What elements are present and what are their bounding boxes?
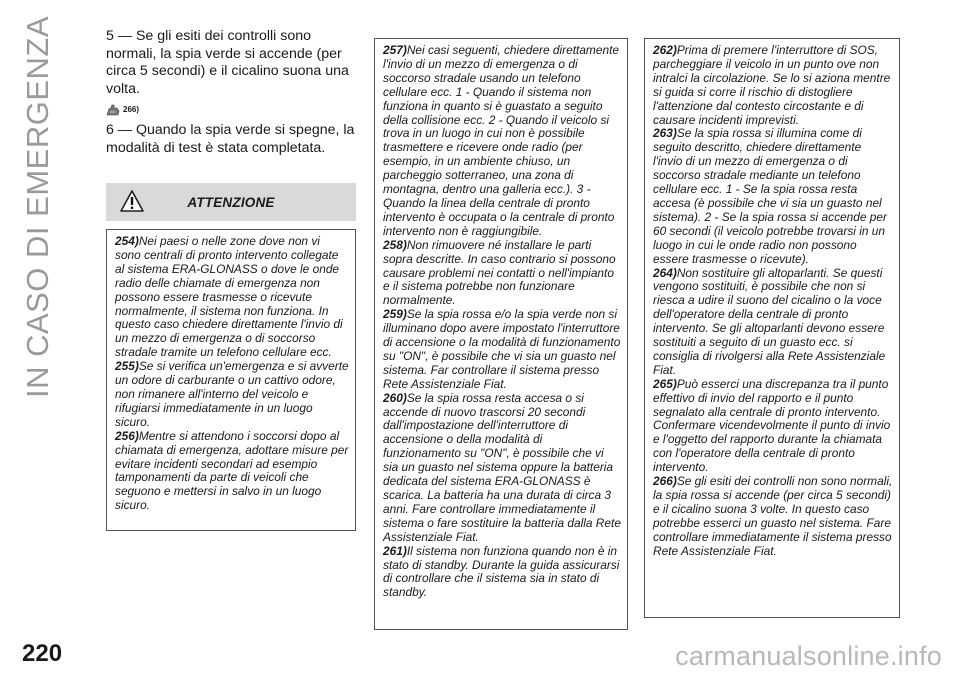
notes-box-middle [374, 38, 628, 630]
note-number: 254) [115, 234, 139, 248]
notes-box-right [644, 38, 900, 618]
warning-note [383, 44, 621, 239]
warning-note [653, 267, 893, 378]
section-title [8, 16, 68, 399]
reference-number: 266) [123, 104, 140, 114]
note-text: Prima di premere l'interruttore di SOS, parcheggiare il veicolo in un punto ove non intralci la circolazione. Se lo si aziona mentre si guida si corre il rischio di distogliere l'attenzione dal contesto circostante e di causare incidenti imprevisti. [653, 43, 891, 127]
note-number: 257) [383, 43, 407, 57]
note-number: 260) [383, 390, 407, 405]
watermark: carmanualsonline.info [675, 641, 942, 671]
warning-note [383, 545, 621, 601]
warning-header [106, 183, 356, 221]
note-number: 258) [383, 237, 407, 252]
note-number: 259) [383, 307, 407, 322]
warning-note [653, 127, 893, 266]
warning-note [653, 378, 893, 475]
note-number: 255) [115, 359, 139, 374]
warning-note [383, 308, 621, 391]
warning-triangle-icon [120, 190, 144, 212]
warning-note [115, 360, 349, 430]
warning-notes-box [106, 229, 356, 531]
warning-note [383, 239, 621, 309]
warning-note [115, 235, 349, 360]
note-text: Se la spia rossa si illumina come di seguito descritto, chiedere direttamente l'invio di un mezzo di emergenza o di soccorso stradale mediante un telefono cellulare ecc. 1 - Se la spia rossa resta accesa (è possibile che vi sia un guasto nel sistema). 2 - Se la spia rossa si accende per 60 secondi (il veicolo potrebbe trovarsi in un luogo in cui le onde radio non possono essere trasmesse o ricevute). [653, 126, 887, 266]
note-text: Può esserci una discrepanza tra il punto effettivo di invio del rapporto e il punto segnalato alla centrale di pronto intervento. Confermare vicendevolmente il punto di invio e l'oggetto del rapporto durante la chiamata con l'operatore della centrale di pronto intervento. [653, 376, 891, 475]
warning-title: ATTENZIONE [187, 194, 275, 210]
note-text: Il sistema non funziona quando non è in stato di standby. Durante la guida assicurarsi di controllare che il sistema sia in stato di standby. [383, 543, 620, 600]
warning-note [653, 44, 893, 127]
warning-note [115, 430, 349, 513]
note-text: Se gli esiti dei controlli non sono normali, la spia rossa si accende (per circa 5 secondi) e il cicalino suona 3 volte. In questo caso potrebbe esserci un guasto nel sistema. Fare controllare immediatamente il sistema presso Rete Assistenziale Fiat. [653, 474, 893, 558]
note-text: Se la spia rossa resta accesa o si accende di nuovo trascorsi 20 secondi dall'impostazione dell'interruttore di accensione o della modalità di funzionamento su "ON", è possibile che vi sia un guasto nel sistema oppure la batteria dedicata del sistema ERA-GLONASS è scarica. La batteria ha una durata di circa 3 anni. Fare controllare immediatamente il sistema o fare sostituire la batteria dalla Rete Assistenziale Fiat. [383, 390, 621, 544]
note-text: Nei casi seguenti, chiedere direttamente l'invio di un mezzo di emergenza o di soccorso stradale usando un telefono cellulare ecc. 1 - Quando il sistema non funziona in quanto si è guastato a seguito della collisione ecc. 2 - Quando il veicolo si trova in un luogo in cui non è possibile trasmettere e ricevere onde radio (per esempio, in un ambiente chiuso, un parcheggio sotterraneo, una zona di montagna, dentro una galleria ecc.). 3 - Quando la linea della centrale di pronto intervento è occupata o la centrale di pronto intervento non è raggiungibile. [383, 43, 619, 238]
note-text: Nei paesi o nelle zone dove non vi sono centrali di pronto intervento collegate al sistema ERA-GLONASS o dove le onde radio delle chiamate di emergenza non possono essere trasmesse o ricevute normalmente, il sistema non funziona. In questo caso chiedere direttamente l'invio di un mezzo di emergenza o di soccorso stradale tramite un telefono cellulare ecc. [115, 234, 343, 360]
warning-note [653, 475, 893, 558]
note-number: 262) [653, 43, 677, 57]
note-text: Se la spia rossa e/o la spia verde non si illuminano dopo avere impostato l'interruttore di accensione o la modalità di funzionamento su "ON", è possibile che vi sia un guasto nel sistema. Far controllare il sistema presso Rete Assistenziale Fiat. [383, 307, 621, 391]
step-6-text: 6 — Quando la spia verde si spegne, la modalità di test è stata completata. [106, 122, 355, 156]
step-5-text: 5 — Se gli esiti dei controlli sono normali, la spia verde si accende (per circa 5 secondi) e il cicalino suona una volta. [106, 28, 349, 97]
page-number: 220 [22, 640, 63, 667]
note-number: 264) [653, 265, 677, 280]
main-text-column [106, 28, 356, 531]
note-number: 256) [115, 428, 139, 443]
note-text: Se si verifica un'emergenza e si avverte un odore di carburante o un cattivo odore, non rimanere all'interno del veicolo e rifugiarsi immediatamente in un luogo sicuro. [115, 359, 349, 429]
note-number: 266) [653, 474, 677, 489]
section-title-text: IN CASO DI EMERGENZA [20, 16, 55, 399]
note-number: 263) [653, 126, 677, 141]
warning-note [383, 392, 621, 545]
note-text: Mentre si attendono i soccorsi dopo al chiamata di emergenza, adottare misure per evitare incidenti secondari ad esempio tamponamenti da parte di veicoli che seguono e mettersi in salvo in un luogo sicuro. [115, 428, 349, 513]
note-number: 261) [383, 543, 407, 558]
hand-warning-icon [106, 103, 120, 116]
note-number: 265) [653, 376, 677, 391]
warning-reference [106, 102, 356, 116]
note-text: Non sostituire gli altoparlanti. Se questi vengono sostituiti, è possibile che non si riesca a udire il suono del cicalino o la voce dell'operatore della centrale di pronto intervento. Se gli altoparlanti devono essere sostituiti a seguito di un guasto ecc. si consiglia di rivolgersi alla Rete Assistenziale Fiat. [653, 265, 886, 377]
note-text: Non rimuovere né installare le parti sopra descritte. In caso contrario si possono causare problemi nei contatti o nell'impianto e il sistema potrebbe non funzionare normalmente. [383, 237, 616, 308]
